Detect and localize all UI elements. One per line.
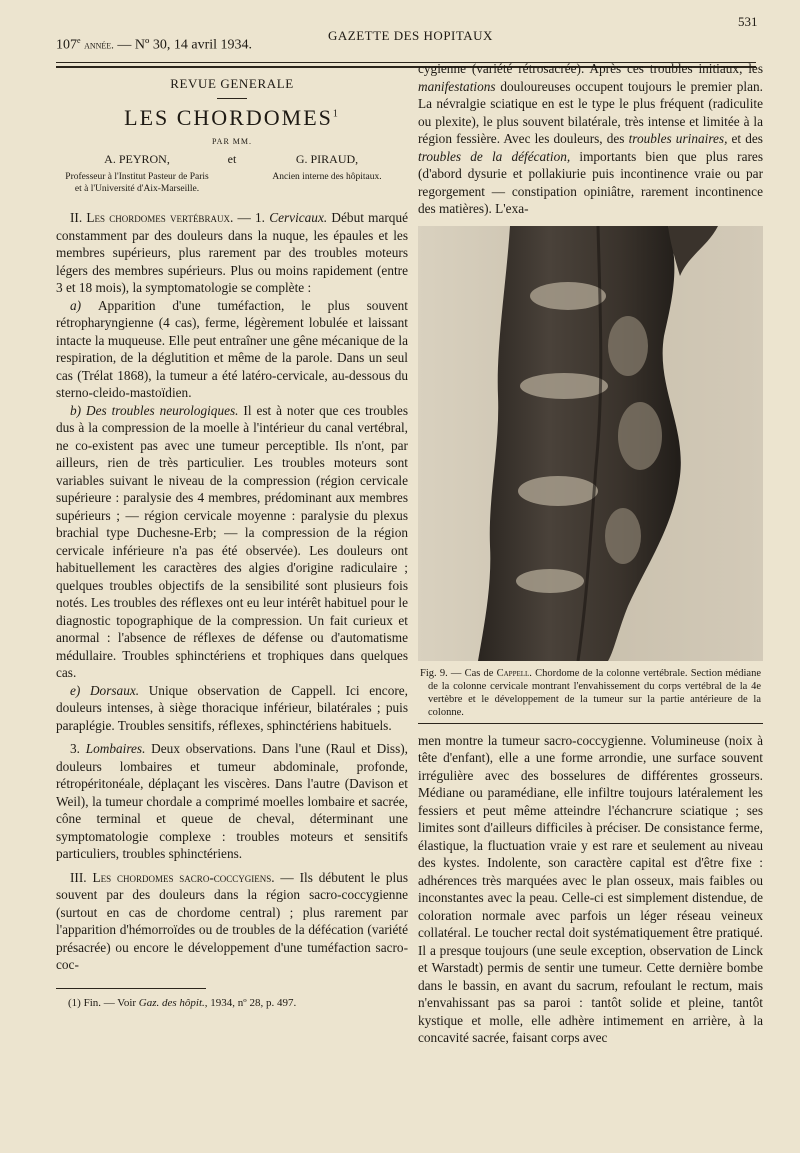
item-marker: a) — [70, 297, 98, 313]
caption-text: Chordome de la colonne vertébrale. Section médiane de la colonne cervicale montrant l'envahissement du corps vertébral de la 4e vertèbre et le développement de la tumeur sur la partie antérieure de la colonne. — [428, 667, 761, 718]
issue-date: — Nº 30, 14 avril 1934. — [117, 37, 253, 53]
section-iii-heading: III. Les chordomes sacro-coccygiens. — [70, 869, 275, 885]
paragraph-text: Il est à noter que ces troubles dus à la compression de la moelle à l'intérieur du canal vertébral, ne co-existent pas avec une tumeur perceptible. Ils n'ont, par ailleurs, rien de très particulier. Les troubles moteurs sont variables suivant le niveau de la compression (région cervicale supérieure : paralysie des 4 membres, prédominant aux membres supérieurs ; — région cervicale moyenne : paralysie du plexus brachial type Duchesne-Erb; — la compression de la région cervicale inférieure n'a pas été observée). Les douleurs ont habituellement les caractères des algies d'origine radiculaire ; quelques troubles objectifs de la sensibilité sont plusieurs fois notés. Les troubles des réflexes ont eu leur intérêt habituel pour le diagnostic topographique de la compression. Un fait curieux et anormal : l'absence de réflexes de défense ou d'automatisme médullaire. Troubles sphinctériens et trophiques dans quelques cas. — [56, 402, 409, 680]
item-marker: e) — [70, 682, 90, 698]
section-ii-heading: II. Les chordomes vertébraux. — [70, 210, 234, 225]
year-number: 107 — [56, 37, 77, 53]
title-footnote-mark: 1 — [332, 108, 340, 120]
article-title — [56, 105, 408, 131]
paragraph-text: — Ils débutent le plus souvent par des douleurs dans la région sacro-coccygienne (surtout en cas de chordome central) ; plus rarement par l'apparition d'hémorroïdes ou de troubles de la défécation (variété présacrée) ou encore le développement d'une tuméfaction sacro-coc- — [56, 869, 408, 972]
item-subheading: Dorsaux. — [89, 682, 140, 698]
footnote — [56, 997, 408, 1009]
footnote-journal: Gaz. des hôpit. — [138, 996, 205, 1009]
footnote-text: (1) Fin. — Voir — [68, 996, 139, 1009]
author-1-affiliation: Professeur à l'Institut Pasteur de Paris et à l'Université d'Aix-Marseille. — [65, 172, 209, 194]
by-line: PAR MM. — [211, 137, 253, 146]
item-subheading: troubles neurologiques. — [111, 402, 239, 418]
figure-9-photograph — [418, 226, 763, 661]
caption-label: Fig. 9. — Cas de — [420, 667, 497, 679]
author-2-name: G. PIRAUD, — [295, 152, 359, 166]
heading-divider — [217, 98, 247, 99]
paragraph-examen — [418, 732, 763, 1047]
paragraph-dorsaux — [56, 682, 408, 735]
year-sup: e — [77, 36, 81, 45]
paragraph-text: douloureuses occupent toujours le premier plan. La névralgie sciatique en est le type le plus fréquent (radiculite ou plexite), le plus souvent bilatérale, très intense et limitée à la région fessière. Avec les douleurs, des — [418, 78, 763, 146]
paragraph-text: Début marqué constamment par des douleurs dans la nuque, les épaules et les membres supérieurs, plus rarement par des troubles moteurs légers des membres supérieurs. Plus ou moins rapidement (entre 3 et 18 mois), la symptomatologie se complète : — [56, 210, 408, 295]
item-marker: b) Des — [70, 402, 112, 418]
authors-block — [56, 152, 408, 195]
left-column — [56, 72, 408, 1009]
item-subheading: Lombaires. — [85, 741, 146, 756]
caption-author: Cappell. — [496, 667, 532, 679]
annee-label: année. — [84, 39, 114, 52]
section-ii-number: — 1. — [233, 210, 270, 225]
paragraph-sacro-coccygiens — [56, 869, 408, 974]
paragraph-lombaires — [56, 740, 408, 863]
paragraph-text: Unique observation de Cappell. Ici encore, douleurs intenses, à siège thoracique inférieur, bilatérales ; puis paraplégie. Troubles sensitifs, réflexes, sphinctériens habituels. — [56, 682, 408, 733]
issue-line — [56, 36, 252, 54]
paragraph-text: cygienne (variété rétrosacrée). Après ces troubles initiaux, les — [418, 61, 763, 76]
section-heading: REVUE GENERALE — [170, 76, 294, 91]
paragraph-text: et des — [727, 131, 763, 146]
section-ii-subheading: Cervicaux. — [269, 210, 328, 225]
author-1 — [62, 152, 212, 195]
footnote-ref: , 1934, nº 28, p. 497. — [204, 996, 297, 1009]
paragraph-cervicaux — [56, 209, 408, 297]
page-number: 531 — [738, 14, 758, 29]
emphasis-text: troubles de la défécation, — [418, 148, 571, 164]
emphasis-text: troubles urinaires, — [628, 131, 728, 146]
right-column — [418, 60, 763, 1047]
author-1-name: A. PEYRON, — [104, 152, 170, 166]
paragraph-text: Apparition d'une tuméfaction, le plus souvent rétropharyngienne (4 cas), ferme, légèrement lobulée et laissant intacte la muqueuse. Elle peut entraîner une gêne mécanique de la respiration, de la déglutition et même de la parole. Dans un seul cas (Trélat 1868), la tumeur a été latéro-cervicale, au-dessous du sterno-cleido-mastoïdien. — [56, 297, 408, 400]
article-title-text: LES CHORDOMES — [124, 105, 333, 130]
paragraph-a — [56, 297, 408, 402]
emphasis-text: manifestations — [418, 78, 496, 94]
author-2 — [252, 152, 402, 195]
figure-caption — [418, 661, 763, 719]
paragraph-b — [56, 402, 408, 682]
paragraph-continuation — [418, 60, 763, 218]
item-marker: 3. — [70, 741, 86, 756]
authors-conjunction: et — [227, 152, 237, 166]
paragraph-text: importants bien que plus rares (d'abord dysurie et pollakiurie puis incontinence vraie ou par regorgement — constipation opiniâtre, rarement incontinence des matières). L'exa- — [418, 148, 764, 216]
author-2-affiliation: Ancien interne des hôpitaux. — [272, 172, 382, 182]
paragraph-text: Deux observations. Dans l'une (Raul et Diss), douleurs lombaires et tumeur abdominale, profonde, rétropéritonéale, déplaçant les viscères. Dans l'autre (Davison et Weil), la tumeur chordale a comprimé moelles lombaire et sacrée, cône terminal et queue de cheval, déterminant une symptomatologie complexe : troubles moteurs et sensitifs particuliers, troubles sphinctériens. — [56, 741, 408, 861]
caption-rule — [418, 723, 763, 724]
spine-section-image — [418, 226, 763, 661]
paragraph-text: men montre la tumeur sacro-coccygienne. Volumineuse (noix à tête d'enfant), elle a une forme arrondie, une surface souvent irrégulière avec des bosselures de différentes grosseurs. Médiane ou paramédiane, elle infiltre toujours latéralement les fessiers et peut même atteindre l'échancrure sciatique ; ses limites sont d'ailleurs difficiles à préciser. De consistance ferme, élastique, la fluctuation vraie y est rare et seulement au niveau des kystes. Indolente, son caractère capital est d'être fixe : adhérences très marquées avec le plan osseux, mais faibles ou inconstantes avec la peau. Celle-ci est simplement distendue, de coloration normale avec parfois un léger réseau veineux collatéral. Le toucher rectal doit systématiquement être pratiqué. Il a presque toujours (une seule exception, observation de Linck et Warstadt) permis de sentir une tumeur. Cette dernière bombe dans le bassin, en avant du sacrum, refoulant le rectum, mais n'envahissant pas sa paroi : tantôt solide et pleine, tantôt kystique et molle, elle adhère intimement en arrière, à la concavité sacrée, faisant corps avec — [418, 732, 763, 1045]
footnote-rule — [56, 988, 206, 989]
journal-name: GAZETTE DES HOPITAUX — [328, 28, 493, 43]
